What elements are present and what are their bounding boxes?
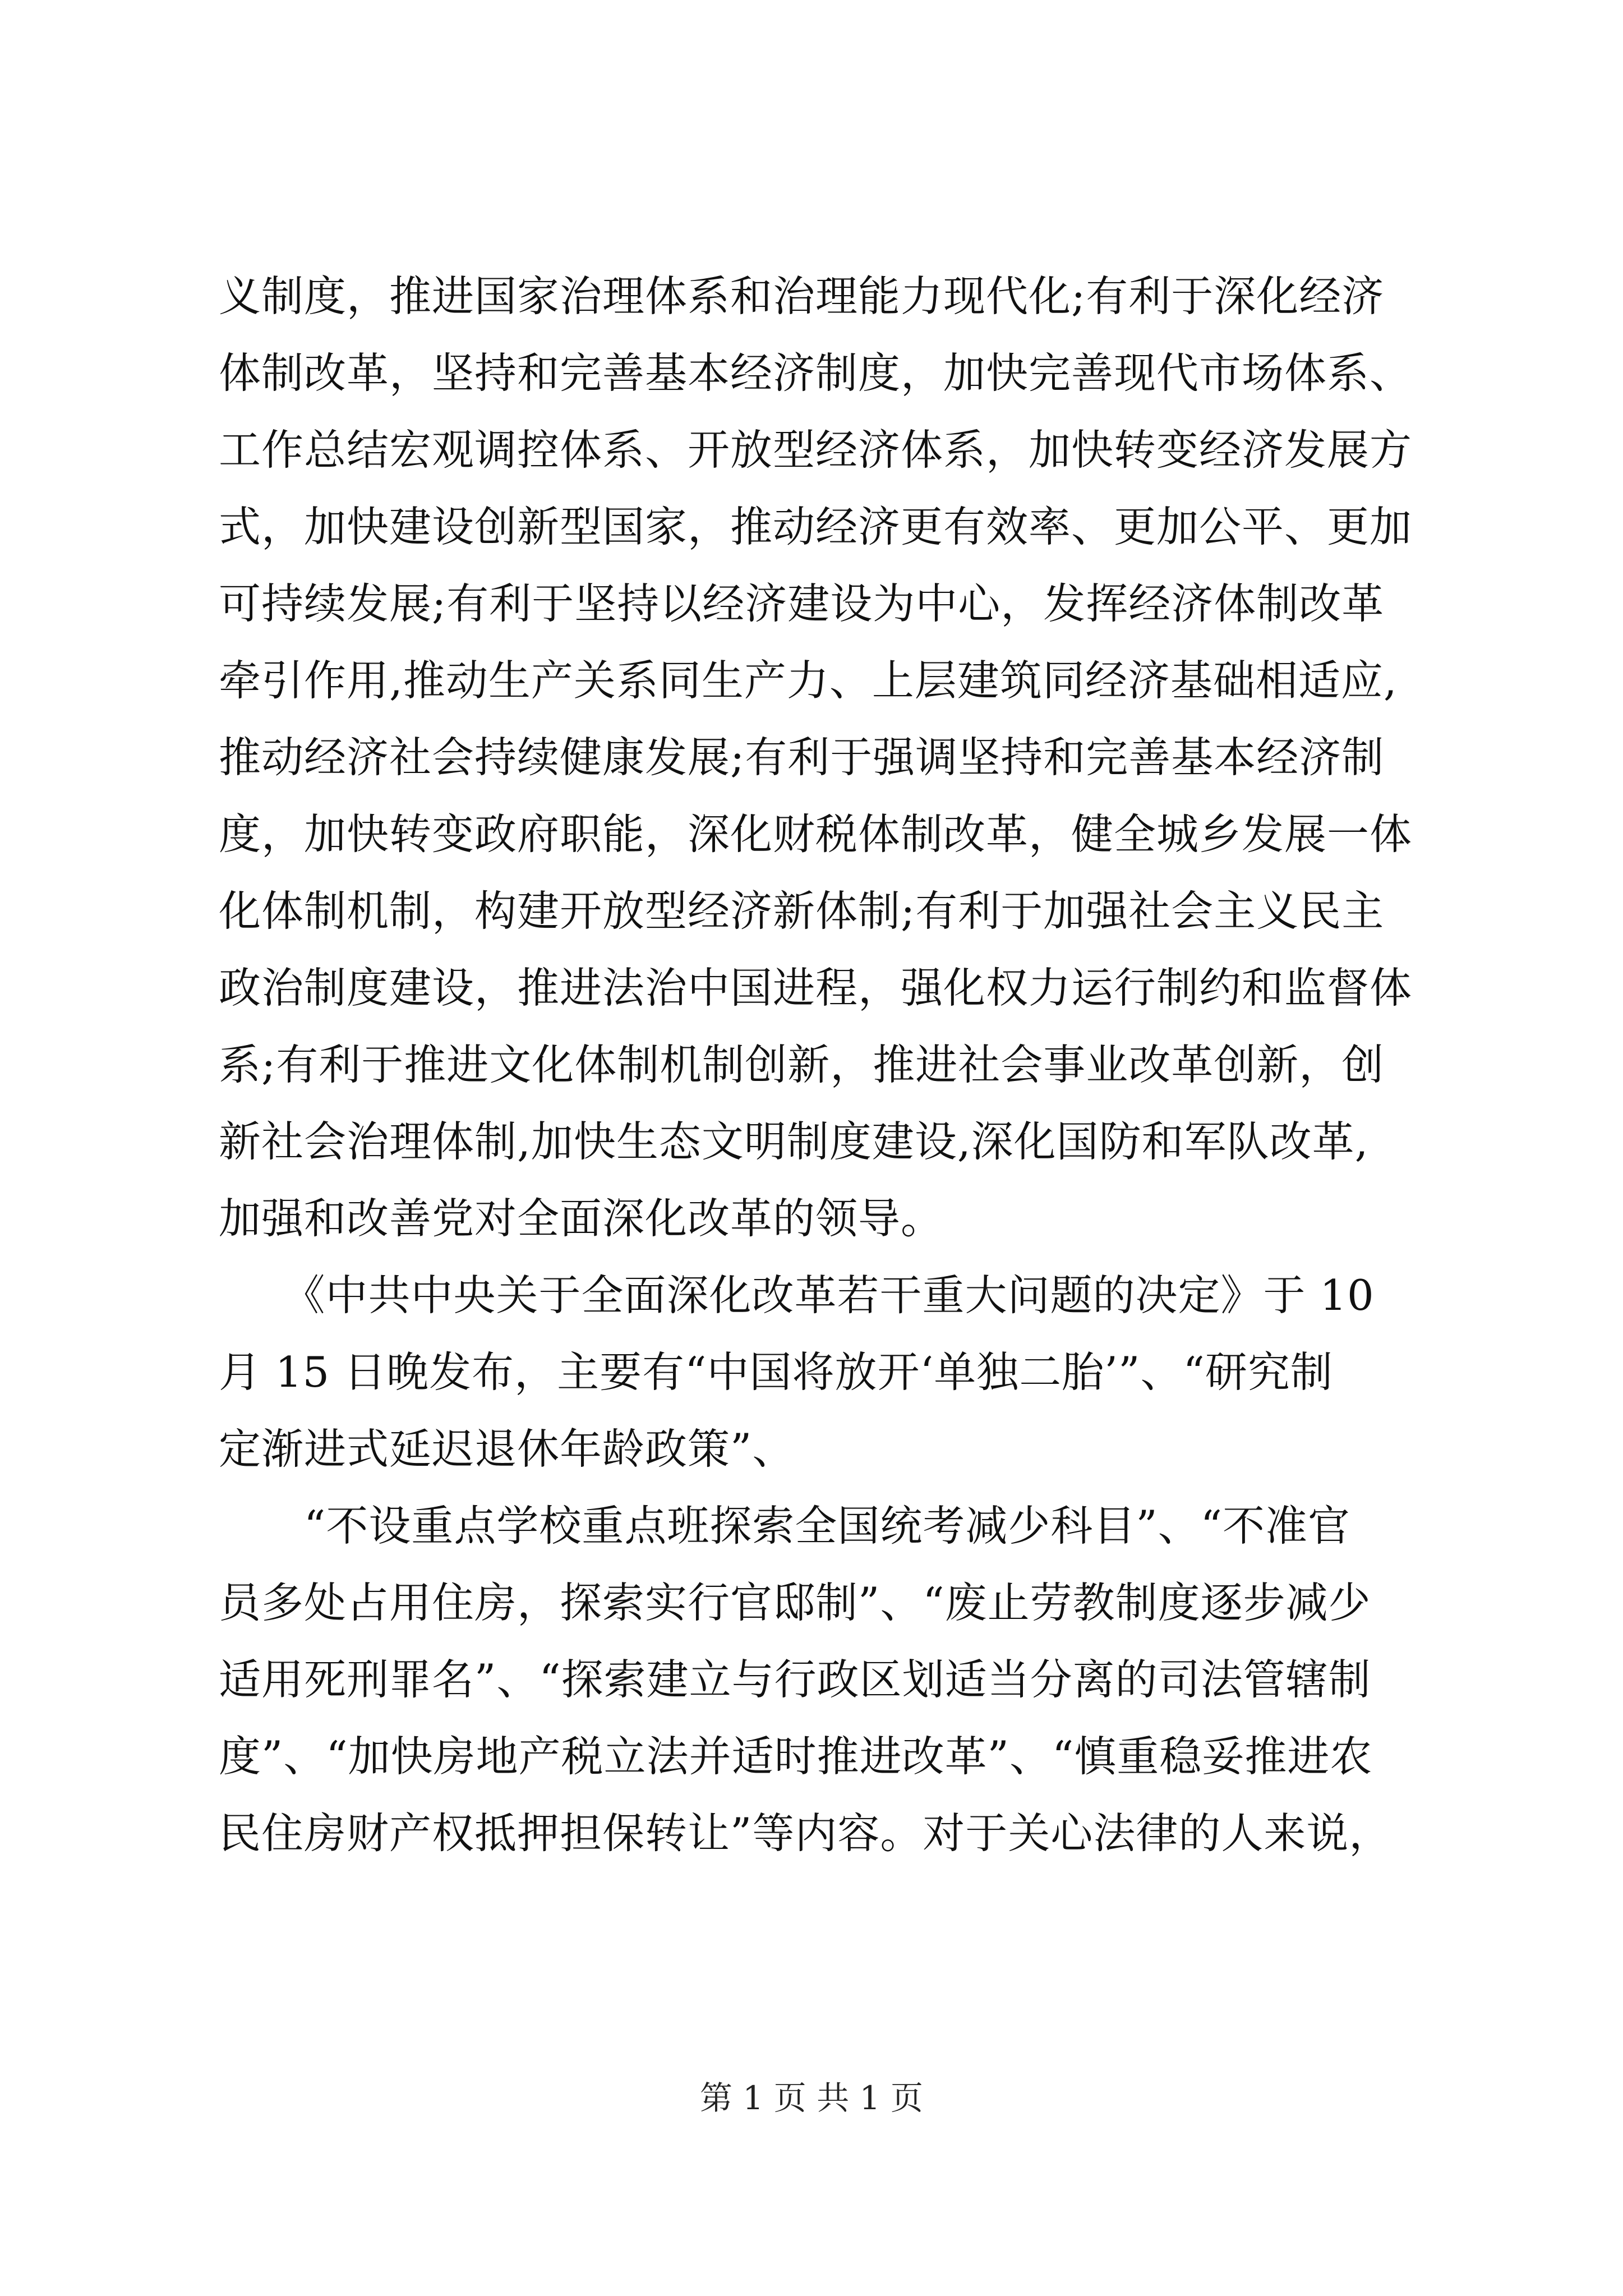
text-line: 民住房财产权抵押担保转让”等内容。对于关心法律的人来说，: [219, 1809, 1392, 1858]
text-line: 牵引作用,推动生产关系同生产力、上层建筑同经济基础相适应,: [219, 656, 1398, 705]
text-line: 度”、“加快房地产税立法并适时推进改革”、“慎重稳妥推进农: [219, 1732, 1373, 1781]
text-line: 定渐进式延迟退休年龄政策”、: [219, 1424, 795, 1474]
text-line: 《中共中央关于全面深化改革若干重大问题的决定》于 10: [219, 1271, 1375, 1320]
text-line: “不设重点学校重点班探索全国统考减少科目”、“不准官: [219, 1501, 1351, 1550]
text-line: 系;有利于推进文化体制机制创新，推进社会事业改革创新，创: [219, 1040, 1385, 1089]
text-line: 式，加快建设创新型国家，推动经济更有效率、更加公平、更加: [219, 502, 1413, 551]
page-footer: [0, 2076, 1623, 2120]
text-line: 化体制机制，构建开放型经济新体制;有利于加强社会主义民主: [219, 886, 1385, 936]
body-text: [219, 258, 1424, 1872]
text-line: 体制改革，坚持和完善基本经济制度，加快完善现代市场体系、: [219, 348, 1413, 398]
text-line: 加强和改善党对全面深化改革的领导。: [219, 1194, 944, 1243]
text-line: 可持续发展;有利于坚持以经济建设为中心，发挥经济体制改革: [219, 579, 1385, 628]
text-line: 工作总结宏观调控体系、开放型经济体系，加快转变经济发展方: [219, 425, 1413, 475]
text-line: 月 15 日晚发布，主要有“中国将放开‘单独二胎’”、“研究制: [219, 1347, 1333, 1397]
text-line: 政治制度建设，推进法治中国进程，强化权力运行制约和监督体: [219, 963, 1413, 1013]
text-line: 度，加快转变政府职能，深化财税体制改革，健全城乡发展一体: [219, 809, 1413, 859]
text-line: 推动经济社会持续健康发展;有利于强调坚持和完善基本经济制: [219, 733, 1385, 782]
text-line: 义制度，推进国家治理体系和治理能力现代化;有利于深化经济: [219, 272, 1385, 321]
text-line: 新社会治理体制,加快生态文明制度建设,深化国防和军队改革,: [219, 1117, 1369, 1166]
page-indicator: 第 1 页 共 1 页: [700, 2079, 923, 2117]
text-line: 员多处占用住房，探索实行官邸制”、“废止劳教制度逐步减少: [219, 1578, 1371, 1627]
text-line: 适用死刑罪名”、“探索建立与行政区划适当分离的司法管辖制: [219, 1655, 1371, 1704]
